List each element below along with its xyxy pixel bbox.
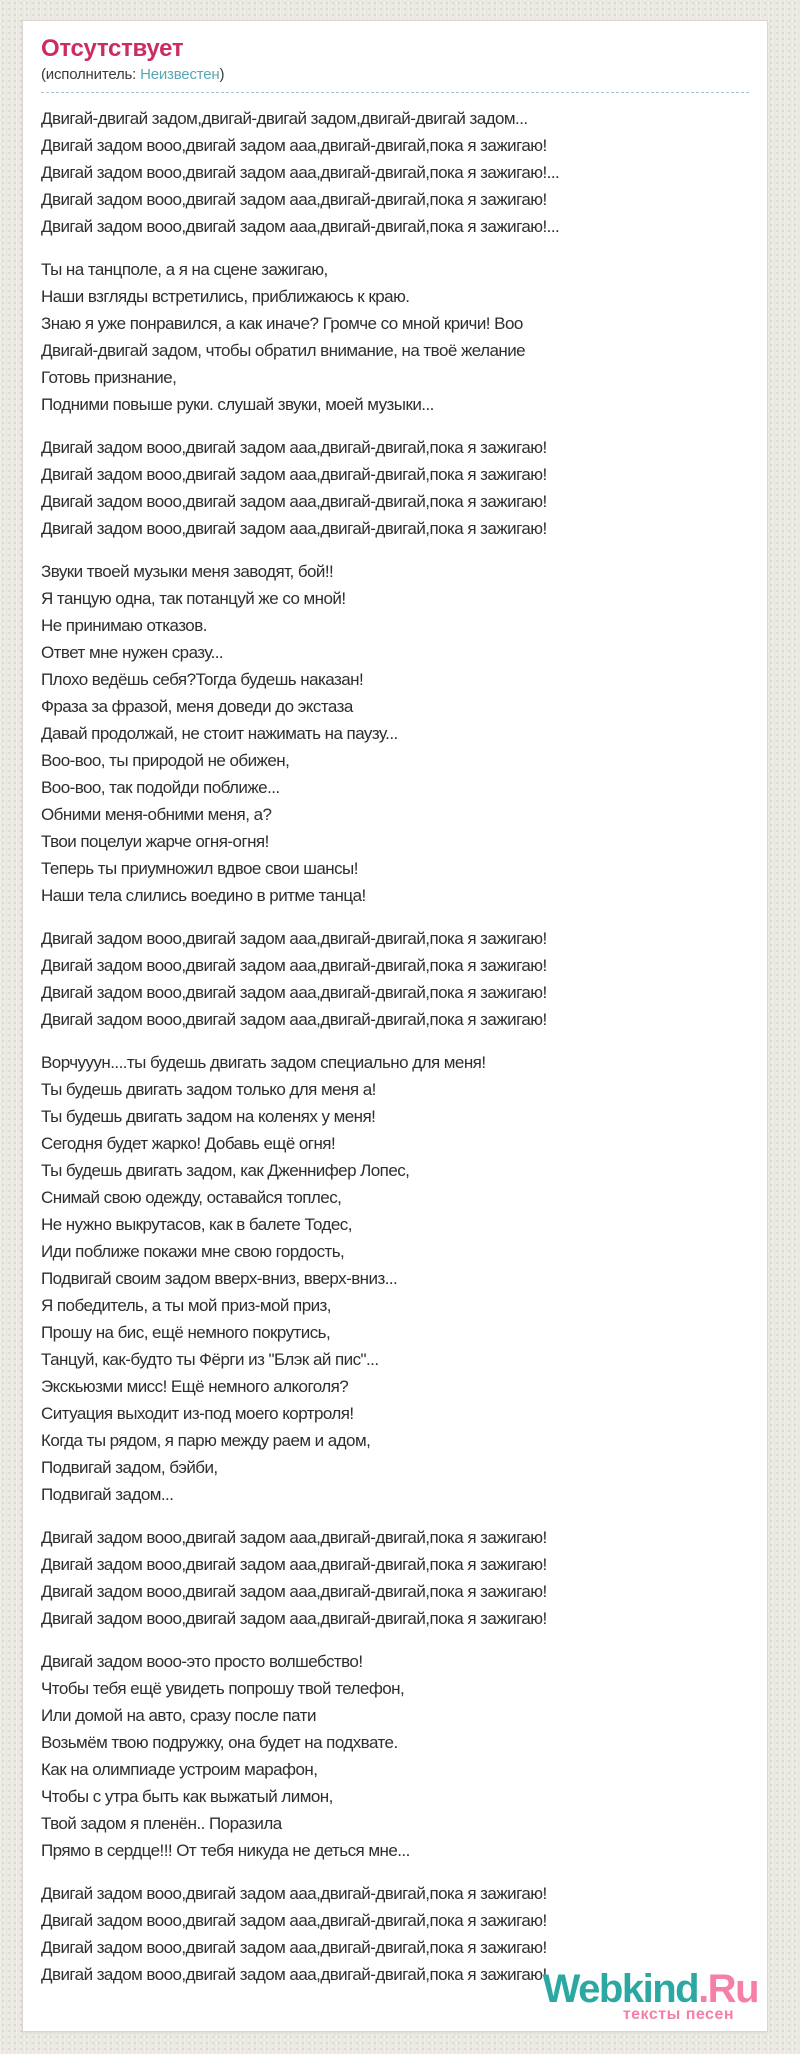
lyrics-line: Или домой на авто, сразу после пати	[41, 1706, 316, 1725]
lyrics-line: Двигай задом вооо,двигай задом ааа,двигай-двигай,пока я зажигаю!	[41, 1965, 547, 1984]
lyrics-stanza	[41, 1648, 749, 1864]
lyrics-line: Двигай задом вооо,двигай задом ааа,двигай-двигай,пока я зажигаю!	[41, 519, 547, 538]
lyrics-line: Когда ты рядом, я парю между раем и адом,	[41, 1431, 371, 1450]
lyrics	[41, 105, 749, 1988]
lyrics-line: Двигай задом вооо,двигай задом ааа,двигай-двигай,пока я зажигаю!	[41, 136, 547, 155]
site-logo[interactable]	[543, 1969, 758, 2023]
lyrics-line: Двигай задом вооо,двигай задом ааа,двигай-двигай,пока я зажигаю!	[41, 1938, 547, 1957]
artist-prefix-label: (исполнитель:	[41, 66, 137, 83]
lyrics-stanza	[41, 1524, 749, 1632]
lyrics-line: Как на олимпиаде устроим марафон,	[41, 1760, 318, 1779]
lyrics-line: Не нужно выкрутасов, как в балете Тодес,	[41, 1215, 352, 1234]
lyrics-line: Двигай-двигай задом, чтобы обратил внимание, на твоё желание	[41, 341, 526, 360]
lyrics-line: Знаю я уже понравился, а как иначе? Громче со мной кричи! Воо	[41, 314, 523, 333]
lyrics-line: Двигай задом вооо,двигай задом ааа,двигай-двигай,пока я зажигаю!	[41, 438, 547, 457]
lyrics-line: Теперь ты приумножил вдвое свои шансы!	[41, 859, 358, 878]
lyrics-line: Двигай задом вооо,двигай задом ааа,двигай-двигай,пока я зажигаю!	[41, 1582, 547, 1601]
lyrics-stanza	[41, 434, 749, 542]
lyrics-line: Двигай задом вооо,двигай задом ааа,двигай-двигай,пока я зажигаю!	[41, 1528, 547, 1547]
lyrics-line: Ты на танцполе, а я на сцене зажигаю,	[41, 260, 328, 279]
lyrics-line: Обними меня-обними меня, а?	[41, 805, 272, 824]
lyrics-line: Твой задом я пленён.. Поразила	[41, 1814, 282, 1833]
lyrics-stanza	[41, 105, 749, 240]
lyrics-line: Двигай задом вооо,двигай задом ааа,двигай-двигай,пока я зажигаю!	[41, 956, 547, 975]
lyrics-line: Фраза за фразой, меня доведи до экстаза	[41, 697, 353, 716]
site-logo-tagline: тексты песен	[622, 2006, 734, 2023]
lyrics-line: Ты будешь двигать задом на коленях у меня!	[41, 1107, 376, 1126]
lyrics-line: Двигай задом вооо,двигай задом ааа,двигай-двигай,пока я зажигаю!	[41, 1609, 547, 1628]
lyrics-line: Прошу на бис, ещё немного покрутись,	[41, 1323, 331, 1342]
lyrics-line: Двигай задом вооо,двигай задом ааа,двигай-двигай,пока я зажигаю!	[41, 929, 547, 948]
content-card	[22, 20, 768, 2032]
lyrics-line: Двигай задом вооо,двигай задом ааа,двигай-двигай,пока я зажигаю!	[41, 1884, 547, 1903]
lyrics-line: Двигай задом вооо,двигай задом ааа,двигай-двигай,пока я зажигаю!	[41, 1911, 547, 1930]
lyrics-line: Подними повыше руки. слушай звуки, моей музыки...	[41, 395, 434, 414]
lyrics-stanza	[41, 256, 749, 418]
lyrics-stanza	[41, 1049, 749, 1508]
lyrics-line: Подвигай задом, бэйби,	[41, 1458, 218, 1477]
lyrics-line: Двигай задом вооо,двигай задом ааа,двигай-двигай,пока я зажигаю!...	[41, 163, 560, 182]
artist-link[interactable]: Неизвестен	[140, 66, 220, 83]
lyrics-line: Подвигай своим задом вверх-вниз, вверх-вниз...	[41, 1269, 398, 1288]
lyrics-line: Двигай задом вооо,двигай задом ааа,двигай-двигай,пока я зажигаю!	[41, 1555, 547, 1574]
lyrics-line: Снимай свою одежду, оставайся топлес,	[41, 1188, 342, 1207]
lyrics-line: Ситуация выходит из-под моего кортроля!	[41, 1404, 354, 1423]
lyrics-line: Чтобы с утра быть как выжатый лимон,	[41, 1787, 333, 1806]
lyrics-line: Звуки твоей музыки меня заводят, бой!!	[41, 562, 334, 581]
site-logo-wordmark	[543, 1969, 758, 2009]
lyrics-line: Давай продолжай, не стоит нажимать на паузу...	[41, 724, 398, 743]
lyrics-line: Ты будешь двигать задом только для меня а!	[41, 1080, 376, 1099]
lyrics-line: Воо-воо, так подойди поближе...	[41, 778, 280, 797]
lyrics-line: Чтобы тебя ещё увидеть попрошу твой телефон,	[41, 1679, 405, 1698]
page-title: Отсутствует	[41, 35, 184, 62]
lyrics-line: Двигай задом вооо,двигай задом ааа,двигай-двигай,пока я зажигаю!	[41, 492, 547, 511]
lyrics-line: Танцуй, как-будто ты Фёрги из "Блэк ай пис"...	[41, 1350, 379, 1369]
lyrics-line: Ответ мне нужен сразу...	[41, 643, 224, 662]
lyrics-line: Иди поближе покажи мне свою гордость,	[41, 1242, 345, 1261]
artist-line	[41, 64, 749, 93]
lyrics-line: Плохо ведёшь себя?Тогда будешь наказан!	[41, 670, 364, 689]
lyrics-line: Экскьюзми мисс! Ещё немного алкоголя?	[41, 1377, 349, 1396]
lyrics-line: Воо-воо, ты природой не обижен,	[41, 751, 290, 770]
lyrics-line: Возьмём твою подружку, она будет на подхвате.	[41, 1733, 398, 1752]
lyrics-line: Твои поцелуи жарче огня-огня!	[41, 832, 269, 851]
lyrics-line: Ворчууун....ты будешь двигать задом специально для меня!	[41, 1053, 486, 1072]
site-logo-tld: .Ru	[698, 1967, 758, 2011]
lyrics-line: Подвигай задом...	[41, 1485, 174, 1504]
lyrics-line: Готовь признание,	[41, 368, 177, 387]
lyrics-line: Прямо в сердце!!! От тебя никуда не деться мне...	[41, 1841, 410, 1860]
lyrics-line: Ты будешь двигать задом, как Дженнифер Лопес,	[41, 1161, 410, 1180]
lyrics-line: Сегодня будет жарко! Добавь ещё огня!	[41, 1134, 336, 1153]
lyrics-line: Я победитель, а ты мой приз-мой приз,	[41, 1296, 331, 1315]
lyrics-line: Двигай задом вооо,двигай задом ааа,двигай-двигай,пока я зажигаю!	[41, 190, 547, 209]
lyrics-line: Двигай-двигай задом,двигай-двигай задом,двигай-двигай задом...	[41, 109, 528, 128]
site-logo-name: Webkind	[542, 1967, 699, 2011]
lyrics-line: Двигай задом вооо,двигай задом ааа,двигай-двигай,пока я зажигаю!...	[41, 217, 560, 236]
lyrics-line: Двигай задом вооо,двигай задом ааа,двигай-двигай,пока я зажигаю!	[41, 983, 547, 1002]
artist-suffix-label: )	[219, 66, 225, 83]
lyrics-line: Наши тела слились воедино в ритме танца!	[41, 886, 366, 905]
lyrics-line: Двигай задом вооо,двигай задом ааа,двигай-двигай,пока я зажигаю!	[41, 1010, 547, 1029]
lyrics-stanza	[41, 558, 749, 909]
lyrics-line: Двигай задом вооо,двигай задом ааа,двигай-двигай,пока я зажигаю!	[41, 465, 547, 484]
lyrics-line: Двигай задом вооо-это просто волшебство!	[41, 1652, 363, 1671]
lyrics-line: Я танцую одна, так потанцуй же со мной!	[41, 589, 346, 608]
lyrics-line: Не принимаю отказов.	[41, 616, 207, 635]
lyrics-line: Наши взгляды встретились, приближаюсь к краю.	[41, 287, 410, 306]
lyrics-stanza	[41, 925, 749, 1033]
